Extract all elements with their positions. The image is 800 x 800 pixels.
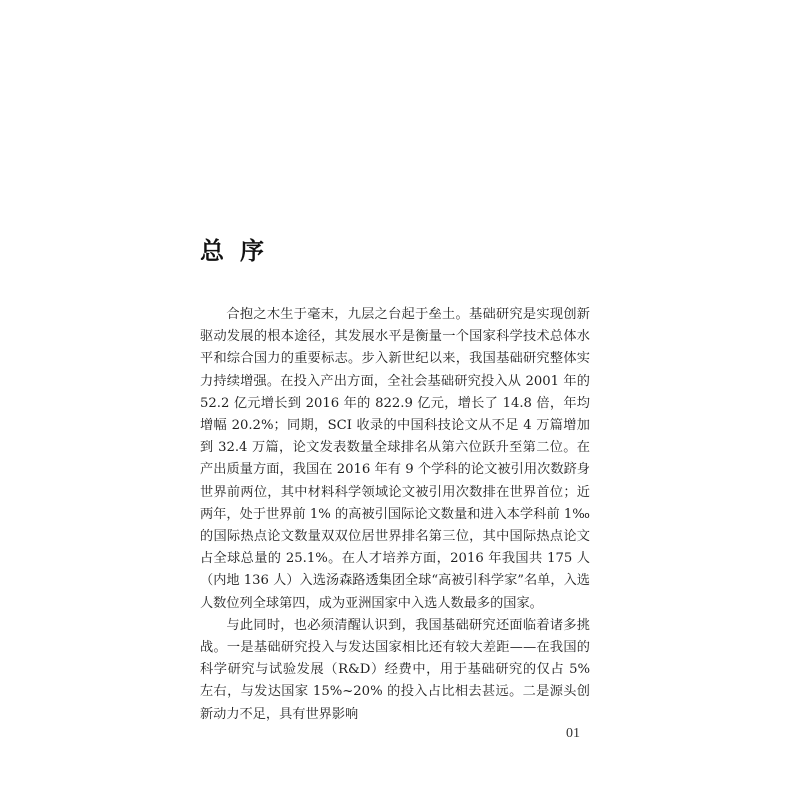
paragraph-1: 合抱之木生于毫末，九层之台起于垒土。基础研究是实现创新驱动发展的根本途径，其发展水平是衡量一个国家科学技术总体水平和综合国力的重要标志。步入新世纪以来，我国基础研究整体实力持续增强。在投入产出方面，全社会基础研究投入从 2001 年的 52.2 亿元增长到 2016 年的 822.9 亿元，增长了 14.8 倍，年均增幅 20.2%；同期，SCI 收录的中国科技论文从不足 4 万篇增加到 32.4 万篇，论文发表数量全球排名从第六位跃升至第二位。在产出质量方面，我国在 2016 年有 9 个学科的论文被引用次数跻身世界前两位，其中材料科学领域论文被引用次数排在世界首位；近两年，处于世界前 1% 的高被引国际论文数量和进入本学科前 1‰ 的国际热点论文数量双双位居世界排名第三位，其中国际热点论文占全球总量的 25.1%。在人才培养方面，2016 年我国共 175 人（内地 136 人）入选汤森路透集团全球“高被引科学家”名单，入选人数位列全球第四，成为亚洲国家中入选人数最多的国家。 — [200, 307, 590, 611]
section-title: 总序 — [200, 236, 280, 265]
paragraph-2: 与此同时，也必须清醒认识到，我国基础研究还面临着诸多挑战。一是基础研究投入与发达国家相比还有较大差距——在我国的科学研究与试验发展（R&D）经费中，用于基础研究的仅占 5% 左右，与发达国家 15%~20% 的投入占比相去甚远。二是源头创新动力不足，具有世界影响 — [200, 617, 590, 722]
body-text — [200, 304, 590, 726]
page-number: 01 — [566, 726, 580, 741]
